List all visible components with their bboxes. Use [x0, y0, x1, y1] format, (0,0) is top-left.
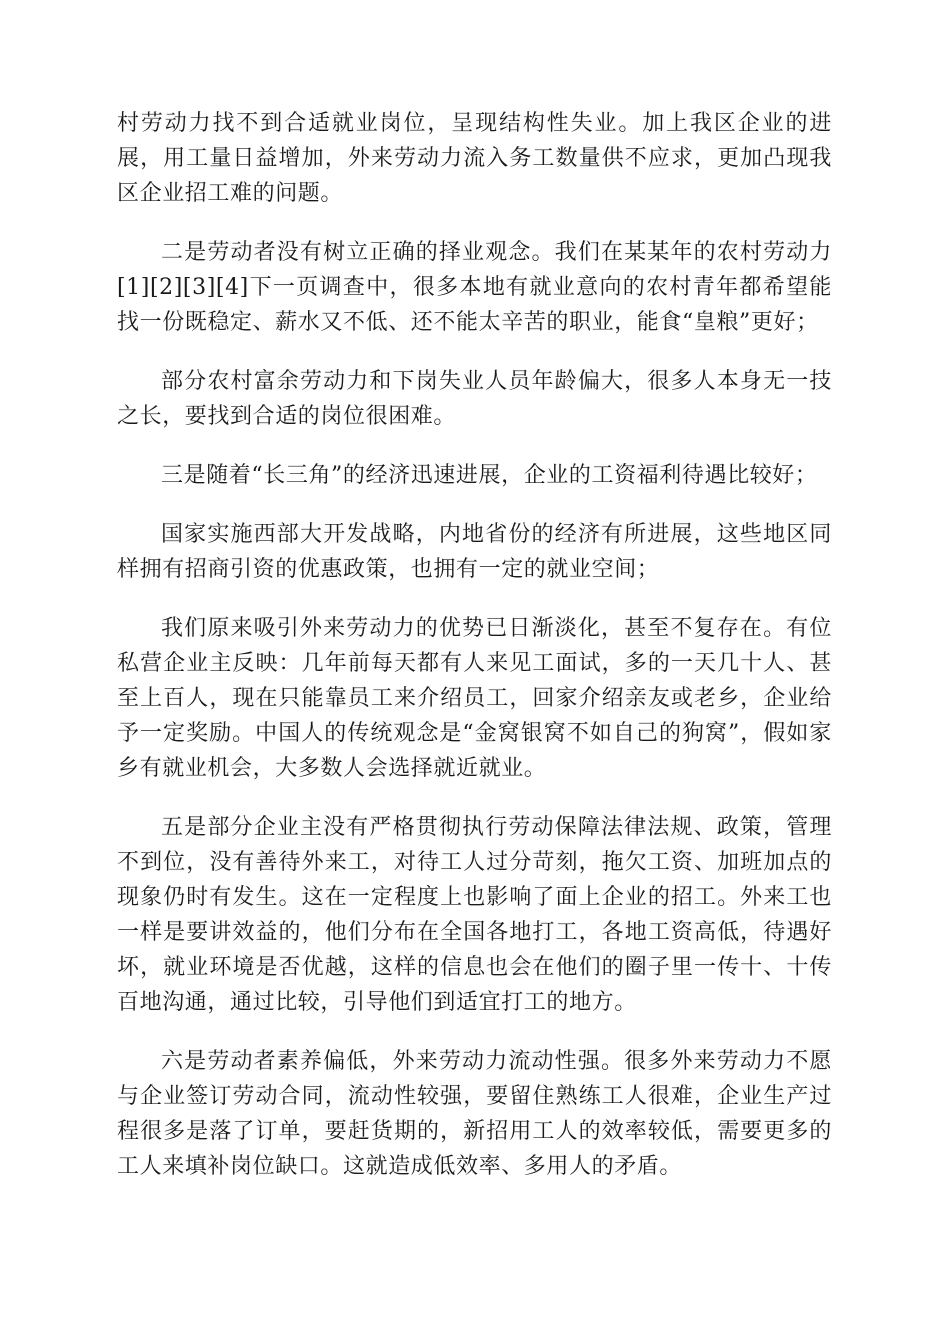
paragraph-point-five: 五是部分企业主没有严格贯彻执行劳动保障法律法规、政策，管理不到位，没有善待外来工，对待工人过分苛刻，拖欠工资、加班加点的现象仍时有发生。这在一定程度上也影响了面上企业的招工。外来工也一样是要讲效益的，他们分布在全国各地打工，各地工资高低，待遇好坏，就业环境是否优越，这样的信息也会在他们的圈子里一传十、十传百地沟通，通过比较，引导他们到适宜打工的地方。	[117, 815, 832, 1015]
paragraph-western-development: 国家实施西部大开发战略，内地省份的经济有所进展，这些地区同样拥有招商引资的优惠政策，也拥有一定的就业空间；	[117, 522, 832, 582]
paragraph-point-two: 二是劳动者没有树立正确的择业观念。我们在某某年的农村劳动力[1][2][3][4]下一页调查中，很多本地有就业意向的农村青年都希望能找一份既稳定、薪水又不低、还不能太辛苦的职业，能食“皇粮”更好；	[117, 240, 832, 335]
paragraph-point-six: 六是劳动者素养偏低，外来劳动力流动性强。很多外来劳动力不愿与企业签订劳动合同，流动性较强，要留住熟练工人很难，企业生产过程很多是落了订单，要赶货期的，新招用工人的效率较低，需要更多的工人来填补岗位缺口。这就造成低效率、多用人的矛盾。	[117, 1049, 832, 1179]
paragraph-fading-advantage: 我们原来吸引外来劳动力的优势已日渐淡化，甚至不复存在。有位私营企业主反映：几年前每天都有人来见工面试，多的一天几十人、甚至上百人，现在只能靠员工来介绍员工，回家介绍亲友或老乡，企业给予一定奖励。中国人的传统观念是“金窝银窝不如自己的狗窝”，假如家乡有就业机会，大多数人会选择就近就业。	[117, 616, 832, 781]
paragraph-continuation: 村劳动力找不到合适就业岗位，呈现结构性失业。加上我区企业的进展，用工量日益增加，外来劳动力流入务工数量供不应求，更加凸现我区企业招工难的问题。	[117, 111, 832, 206]
paragraph-point-three: 三是随着“长三角”的经济迅速进展，企业的工资福利待遇比较好；	[161, 463, 818, 488]
paragraph-older-workers: 部分农村富余劳动力和下岗失业人员年龄偏大，很多人本身无一技之长，要找到合适的岗位很困难。	[117, 369, 832, 429]
document-body	[117, 106, 832, 1208]
